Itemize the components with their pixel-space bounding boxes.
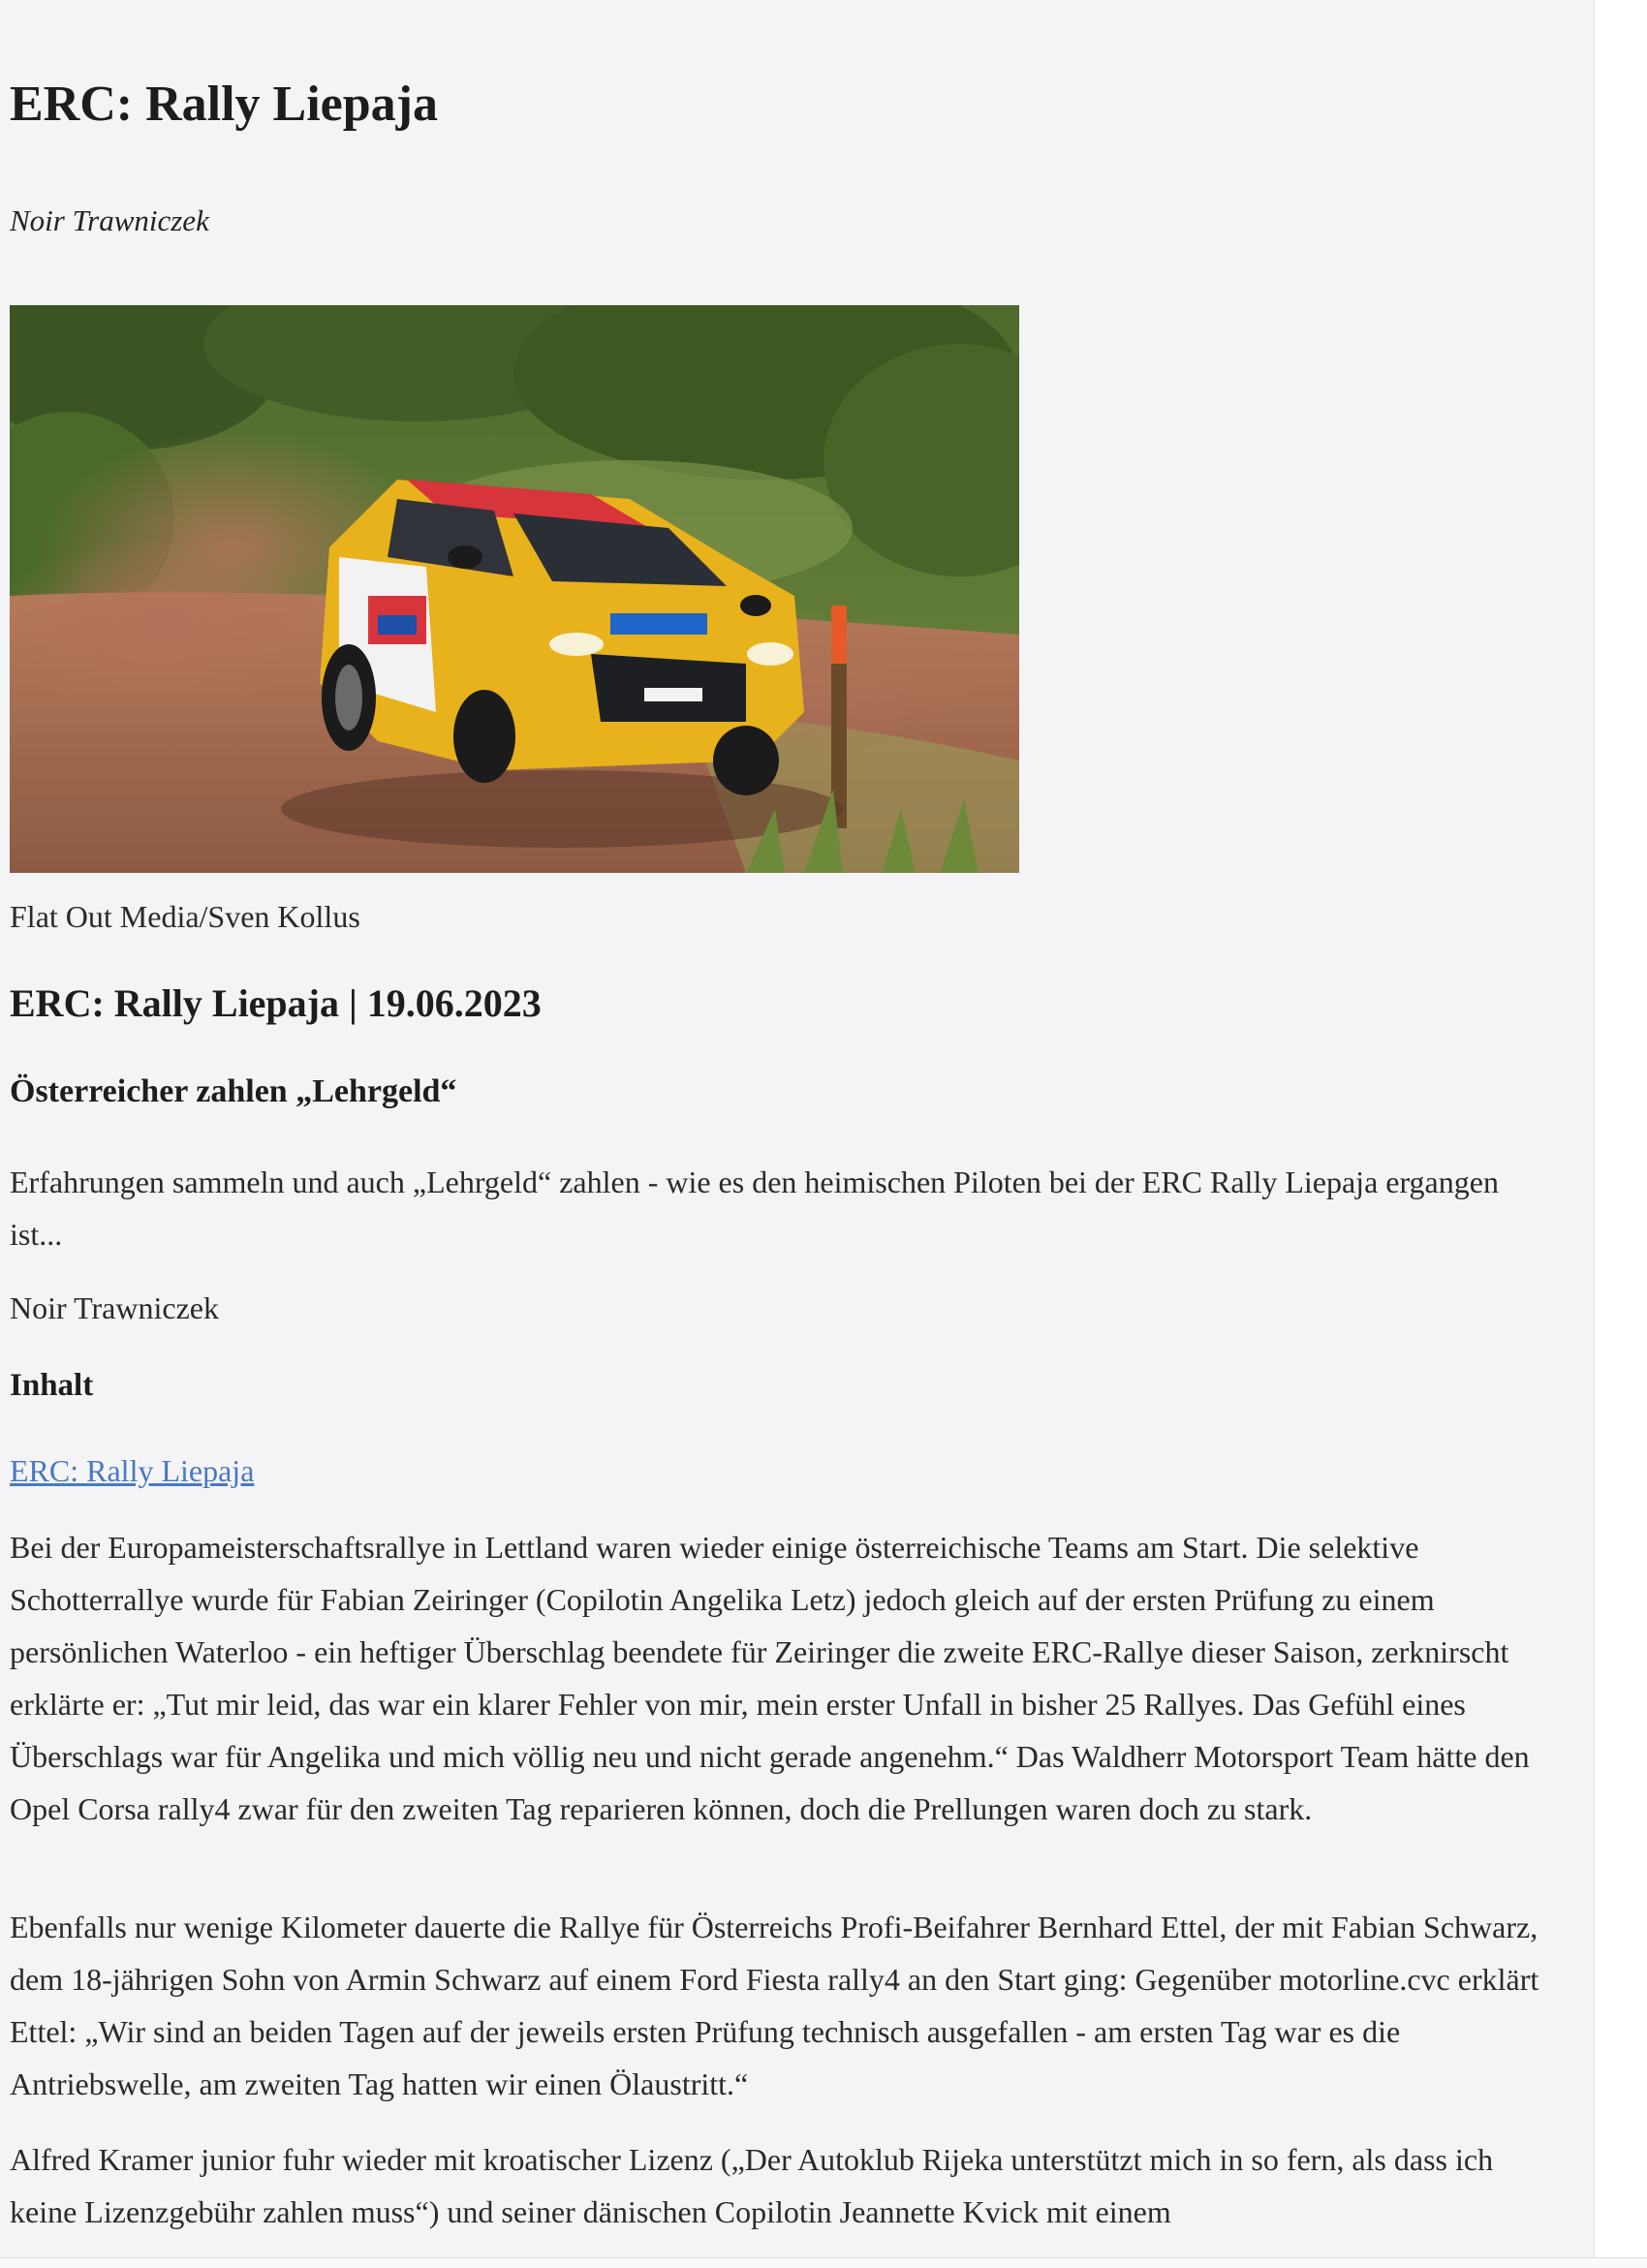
rally-car-illustration: [10, 305, 1019, 873]
photo-credit: Flat Out Media/Sven Kollus: [10, 899, 360, 934]
toc-heading: Inhalt: [10, 1368, 94, 1403]
intro-paragraph: Erfahrungen sammeln und auch „Lehrgeld“ zahlen - wie es den heimischen Piloten bei der ERC Rally Liepaja ergangen ist...: [10, 1165, 1499, 1252]
paper-edge-right: [1594, 0, 1647, 2267]
lead-heading: Österreicher zahlen „Lehrgeld“: [10, 1073, 457, 1109]
body-paragraph: Alfred Kramer junior fuhr wieder mit kroatischer Lizenz („Der Autoklub Rijeka unterstützt mich in so fern, als dass ich keine Lizenzgebühr zahlen muss“) und seiner dänischen Copilotin Jeannette Kvick mit einem: [10, 2142, 1494, 2229]
article-byline: Noir Trawniczek: [10, 203, 209, 237]
rally-car-photo: [10, 305, 1019, 873]
author-name: Noir Trawniczek: [10, 1290, 219, 1325]
body-paragraph: Ebenfalls nur wenige Kilometer dauerte die Rallye für Österreichs Profi-Beifahrer Bernhard Ettel, der mit Fabian Schwarz, dem 18-jährigen Sohn von Armin Schwarz auf einem Ford Fiesta rally4 an den Start ging: Gegenüber motorline.cvc erklärt Ettel: „Wir sind an beiden Tagen auf der jeweils ersten Prüfung technisch ausgefallen - am ersten Tag war es die Antriebswelle, am zweiten Tag hatten wir einen Ölaustritt.“: [10, 1910, 1539, 2101]
paper-edge-bottom: [0, 2257, 1647, 2268]
toc-link-erc-rally-liepaja[interactable]: ERC: Rally Liepaja: [10, 1453, 255, 1488]
article-subtitle: ERC: Rally Liepaja | 19.06.2023: [10, 981, 542, 1025]
body-paragraph: Bei der Europameisterschaftsrallye in Lettland waren wieder einige österreichische Teams am Start. Die selektive Schotterrallye wurde für Fabian Zeiringer (Copilotin Angelika Letz) jedoch gleich auf der ersten Prüfung zu einem persönlichen Waterloo - ein heftiger Überschlag beendete für Zeiringer die zweite ERC-Rallye dieser Saison, zerknirscht erklärte er: „Tut mir leid, das war ein klarer Fehler von mir, mein erster Unfall in bisher 25 Rallyes. Das Gefühl eines Überschlags war für Angelika und mich völlig neu und nicht gerade angenehm.“ Das Waldherr Motorsport Team hätte den Opel Corsa rally4 zwar für den zweiten Tag reparieren können, doch die Prellungen waren doch zu stark.: [10, 1530, 1530, 1826]
article-title: ERC: Rally Liepaja: [10, 77, 438, 132]
